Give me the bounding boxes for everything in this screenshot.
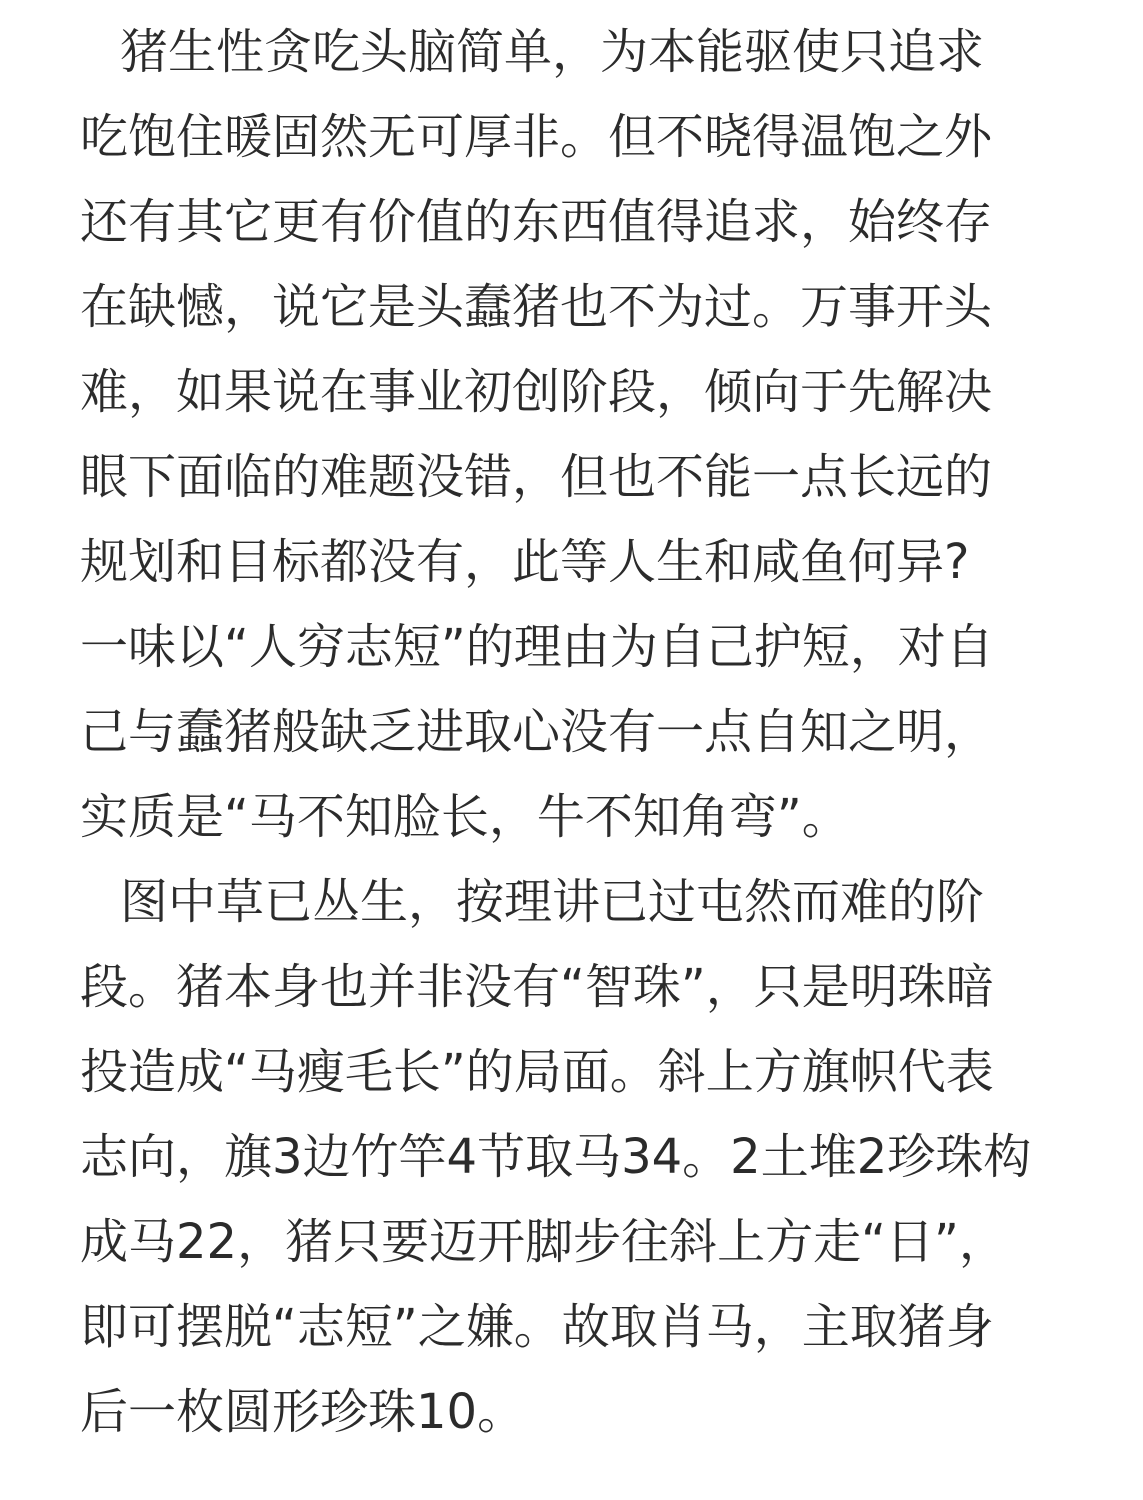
text-line: 志向，旗3边竹竿4节取马34。2土堆2珍珠构 [80, 1129, 1032, 1185]
text-line: 段。猪本身也并非没有“智珠”，只是明珠暗 [80, 959, 994, 1015]
text-line: 吃饱住暖固然无可厚非。但不晓得温饱之外 [80, 109, 993, 165]
text-line: 眼下面临的难题没错，但也不能一点长远的 [80, 449, 993, 505]
text-line: 难，如果说在事业初创阶段，倾向于先解决 [80, 364, 993, 420]
paragraph-1 [80, 10, 1060, 860]
text-line: 即可摆脱“志短”之嫌。故取肖马，主取猪身 [80, 1299, 994, 1355]
text-line: 在缺憾，说它是头蠢猪也不为过。万事开头 [80, 279, 993, 335]
text-line: 图中草已丛生，按理讲已过屯然而难的阶 [120, 874, 985, 930]
text-line: 一味以“人穷志短”的理由为自己护短，对自 [80, 619, 994, 675]
text-line: 后一枚圆形珍珠10。 [80, 1384, 526, 1440]
text-line: 成马22，猪只要迈开脚步往斜上方走“日”， [80, 1214, 1007, 1270]
article-body [80, 10, 1060, 1455]
paragraph-2 [80, 860, 1060, 1455]
text-line: 猪生性贪吃头脑简单，为本能驱使只追求 [120, 24, 985, 80]
text-line: 投造成“马瘦毛长”的局面。斜上方旗帜代表 [80, 1044, 994, 1100]
text-line: 规划和目标都没有，此等人生和咸鱼何异? [80, 534, 970, 590]
text-line: 实质是“马不知脸长，牛不知角弯”。 [80, 789, 850, 845]
text-line: 还有其它更有价值的东西值得追求，始终存 [80, 194, 993, 250]
text-line: 己与蠢猪般缺乏进取心没有一点自知之明， [80, 704, 993, 760]
